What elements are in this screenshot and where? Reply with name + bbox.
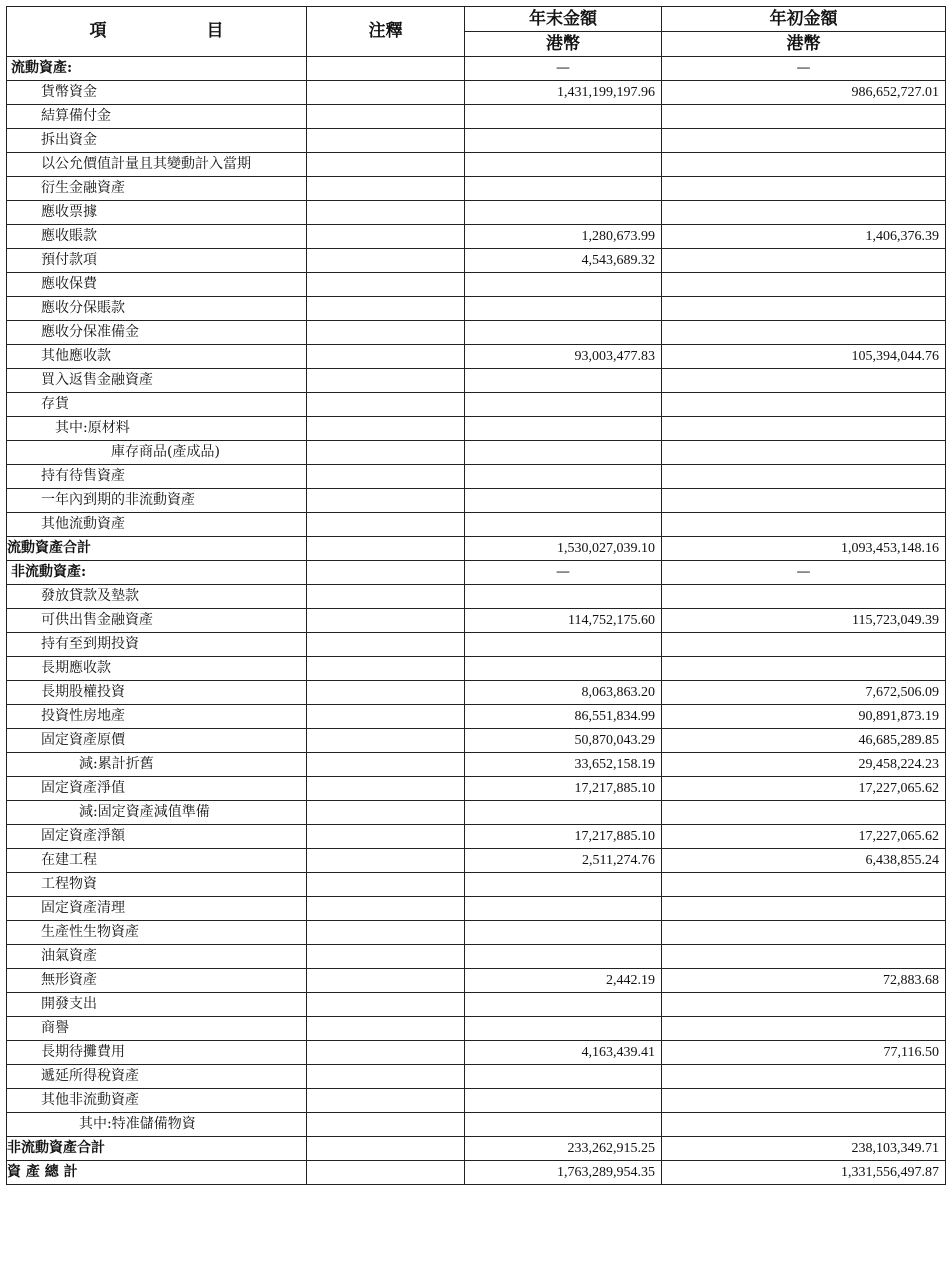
row-note [307,921,465,945]
row-year-start-value [662,393,946,417]
row-label: 可供出售金融資產 [7,609,307,633]
row-note [307,441,465,465]
row-label: 在建工程 [7,849,307,873]
table-row [7,801,946,825]
row-year-end-value: 114,752,175.60 [465,609,662,633]
row-label: 以公允價值計量且其變動計入當期 [7,153,307,177]
row-year-end-value: — [465,57,662,81]
table-row [7,465,946,489]
row-year-end-value: 4,543,689.32 [465,249,662,273]
row-year-start-value: 986,652,727.01 [662,81,946,105]
header-row [7,7,946,57]
row-year-end-value [465,1113,662,1137]
row-year-start-value [662,993,946,1017]
row-year-end-value [465,201,662,225]
row-label: 其中:特准儲備物資 [7,1113,307,1137]
row-note [307,657,465,681]
row-year-end-value [465,489,662,513]
row-year-start-value [662,657,946,681]
row-note [307,177,465,201]
row-year-start-value: 1,093,453,148.16 [662,537,946,561]
row-label: 應收保費 [7,273,307,297]
row-label: 應收分保賬款 [7,297,307,321]
row-label: 長期待攤費用 [7,1041,307,1065]
row-label: 應收票據 [7,201,307,225]
row-year-end-value: 17,217,885.10 [465,825,662,849]
row-year-start-value: 72,883.68 [662,969,946,993]
row-year-end-value [465,945,662,969]
year-start-title: 年初金額 [662,7,945,32]
table-row [7,1089,946,1113]
row-year-start-value [662,513,946,537]
row-year-end-value [465,897,662,921]
row-year-start-value: 46,685,289.85 [662,729,946,753]
row-year-end-value: 1,530,027,039.10 [465,537,662,561]
row-year-end-value: 2,511,274.76 [465,849,662,873]
table-row [7,57,946,81]
row-note [307,489,465,513]
row-year-end-value: 1,431,199,197.96 [465,81,662,105]
table-row [7,105,946,129]
row-label: 非流動資產合計 [7,1137,307,1161]
row-label: 固定資產原價 [7,729,307,753]
row-year-start-value [662,873,946,897]
row-year-end-value [465,513,662,537]
row-year-start-value: 29,458,224.23 [662,753,946,777]
row-note [307,465,465,489]
row-label: 工程物資 [7,873,307,897]
item-header-char-2: 目 [206,21,224,41]
table-row [7,81,946,105]
table-row [7,657,946,681]
row-label: 流動資產合計 [7,537,307,561]
row-note [307,753,465,777]
table-row [7,369,946,393]
row-year-end-value: 1,763,289,954.35 [465,1161,662,1185]
row-year-end-value [465,801,662,825]
table-row [7,321,946,345]
row-year-start-value: 7,672,506.09 [662,681,946,705]
table-row [7,993,946,1017]
row-label: 存貨 [7,393,307,417]
row-year-start-value [662,177,946,201]
row-year-end-value: 86,551,834.99 [465,705,662,729]
row-year-start-value [662,105,946,129]
row-note [307,225,465,249]
row-year-end-value: 8,063,863.20 [465,681,662,705]
table-row [7,417,946,441]
table-row [7,201,946,225]
row-year-start-value [662,201,946,225]
row-year-end-value [465,1065,662,1089]
row-year-start-value: 17,227,065.62 [662,825,946,849]
row-label: 減:累計折舊 [7,753,307,777]
table-row [7,273,946,297]
row-note [307,777,465,801]
row-year-end-value: 233,262,915.25 [465,1137,662,1161]
row-label: 持有至到期投資 [7,633,307,657]
row-note [307,1065,465,1089]
row-year-start-value: 6,438,855.24 [662,849,946,873]
row-label: 發放貸款及墊款 [7,585,307,609]
year-end-title: 年末金額 [465,7,661,32]
row-label: 流動資產: [7,57,307,81]
row-year-end-value [465,921,662,945]
row-label: 遞延所得稅資產 [7,1065,307,1089]
table-row [7,825,946,849]
table-row [7,345,946,369]
row-note [307,849,465,873]
row-label: 油氣資產 [7,945,307,969]
table-row [7,1017,946,1041]
row-note [307,1161,465,1185]
row-year-end-value [465,393,662,417]
row-note [307,57,465,81]
row-year-start-value [662,1065,946,1089]
row-label: 商譽 [7,1017,307,1041]
table-row [7,225,946,249]
table-row [7,513,946,537]
row-label: 減:固定資產減值準備 [7,801,307,825]
row-year-start-value [662,153,946,177]
row-note [307,105,465,129]
row-note [307,1017,465,1041]
row-note [307,1041,465,1065]
row-note [307,969,465,993]
row-label: 資 產 總 計 [7,1161,307,1185]
row-label: 長期應收款 [7,657,307,681]
row-label: 結算備付金 [7,105,307,129]
table-row [7,297,946,321]
table-row [7,897,946,921]
row-year-end-value [465,465,662,489]
row-year-start-value: — [662,57,946,81]
year-end-unit: 港幣 [546,34,580,54]
row-year-end-value [465,633,662,657]
table-row [7,1113,946,1137]
balance-sheet-table [6,6,946,1185]
row-note [307,81,465,105]
row-year-start-value [662,1113,946,1137]
year-start-column-header [662,7,946,57]
row-year-start-value: 105,394,044.76 [662,345,946,369]
table-row [7,729,946,753]
table-row [7,441,946,465]
row-note [307,1089,465,1113]
row-label: 固定資產淨值 [7,777,307,801]
row-note [307,273,465,297]
year-end-column-header [465,7,662,57]
row-year-end-value [465,1089,662,1113]
row-label: 固定資產清理 [7,897,307,921]
row-year-end-value: 1,280,673.99 [465,225,662,249]
row-label: 其他流動資產 [7,513,307,537]
row-year-start-value: 238,103,349.71 [662,1137,946,1161]
table-row [7,561,946,585]
row-year-start-value: 90,891,873.19 [662,705,946,729]
row-year-start-value [662,945,946,969]
row-year-start-value [662,1089,946,1113]
row-label: 應收賬款 [7,225,307,249]
table-row [7,609,946,633]
row-year-end-value [465,993,662,1017]
row-note [307,561,465,585]
table-row [7,873,946,897]
table-row [7,537,946,561]
row-year-start-value [662,273,946,297]
row-note [307,129,465,153]
row-year-end-value [465,273,662,297]
row-year-end-value: 50,870,043.29 [465,729,662,753]
row-year-end-value: 4,163,439.41 [465,1041,662,1065]
row-note [307,1137,465,1161]
row-year-end-value: — [465,561,662,585]
row-note [307,345,465,369]
row-year-end-value: 17,217,885.10 [465,777,662,801]
table-row [7,1041,946,1065]
row-label: 衍生金融資產 [7,177,307,201]
row-label: 其他應收款 [7,345,307,369]
row-year-start-value: 115,723,049.39 [662,609,946,633]
row-year-start-value: 17,227,065.62 [662,777,946,801]
row-year-end-value: 2,442.19 [465,969,662,993]
row-year-end-value [465,441,662,465]
row-note [307,609,465,633]
table-row [7,153,946,177]
row-label: 開發支出 [7,993,307,1017]
row-note [307,801,465,825]
row-year-start-value [662,585,946,609]
row-year-start-value [662,441,946,465]
year-start-unit: 港幣 [786,34,821,54]
row-note [307,633,465,657]
table-row [7,177,946,201]
row-label: 拆出資金 [7,129,307,153]
table-row [7,753,946,777]
row-year-end-value [465,369,662,393]
row-year-end-value [465,153,662,177]
row-year-start-value [662,801,946,825]
row-note [307,681,465,705]
row-label: 非流動資產: [7,561,307,585]
table-row [7,585,946,609]
row-year-end-value [465,1017,662,1041]
row-note [307,417,465,441]
row-year-start-value [662,633,946,657]
row-year-start-value [662,321,946,345]
row-label: 貨幣資金 [7,81,307,105]
row-year-start-value [662,417,946,441]
note-column-header: 注釋 [307,7,465,57]
table-row [7,777,946,801]
table-row [7,945,946,969]
row-year-start-value [662,249,946,273]
row-note [307,537,465,561]
table-row [7,249,946,273]
row-year-end-value: 93,003,477.83 [465,345,662,369]
row-year-end-value [465,585,662,609]
row-year-end-value [465,873,662,897]
row-year-start-value [662,297,946,321]
row-note [307,729,465,753]
row-note [307,993,465,1017]
row-year-start-value [662,489,946,513]
table-row [7,681,946,705]
row-year-end-value [465,177,662,201]
row-label: 無形資產 [7,969,307,993]
row-year-start-value: 1,406,376.39 [662,225,946,249]
row-year-end-value [465,417,662,441]
row-label: 其中:原材料 [7,417,307,441]
row-note [307,825,465,849]
row-year-end-value [465,657,662,681]
row-year-start-value [662,465,946,489]
row-label: 庫存商品(產成品) [7,441,307,465]
row-label: 其他非流動資產 [7,1089,307,1113]
row-note [307,897,465,921]
row-note [307,201,465,225]
row-year-start-value: 77,116.50 [662,1041,946,1065]
row-note [307,873,465,897]
row-note [307,945,465,969]
row-note [307,321,465,345]
row-note [307,153,465,177]
row-year-end-value [465,321,662,345]
table-row [7,705,946,729]
row-year-start-value [662,369,946,393]
row-year-start-value [662,897,946,921]
row-note [307,369,465,393]
row-label: 固定資產淨額 [7,825,307,849]
table-row [7,921,946,945]
row-label: 生產性生物資產 [7,921,307,945]
row-note [307,1113,465,1137]
row-label: 買入返售金融資產 [7,369,307,393]
table-row [7,129,946,153]
row-note [307,393,465,417]
table-row [7,633,946,657]
table-row [7,849,946,873]
table-row [7,489,946,513]
table-row [7,393,946,417]
row-note [307,297,465,321]
table-row [7,1065,946,1089]
row-year-start-value: 1,331,556,497.87 [662,1161,946,1185]
row-year-end-value [465,297,662,321]
row-note [307,249,465,273]
row-label: 應收分保准備金 [7,321,307,345]
row-note [307,513,465,537]
table-row [7,969,946,993]
row-year-start-value: — [662,561,946,585]
item-column-header [7,7,307,57]
row-label: 持有待售資產 [7,465,307,489]
row-year-end-value [465,129,662,153]
row-label: 預付款項 [7,249,307,273]
row-label: 長期股權投資 [7,681,307,705]
row-year-end-value [465,105,662,129]
row-year-start-value [662,1017,946,1041]
table-row [7,1137,946,1161]
row-year-end-value: 33,652,158.19 [465,753,662,777]
row-year-start-value [662,921,946,945]
row-note [307,585,465,609]
row-year-start-value [662,129,946,153]
row-label: 投資性房地產 [7,705,307,729]
table-row [7,1161,946,1185]
item-header-char-1: 項 [89,21,107,41]
row-note [307,705,465,729]
row-label: 一年內到期的非流動資產 [7,489,307,513]
